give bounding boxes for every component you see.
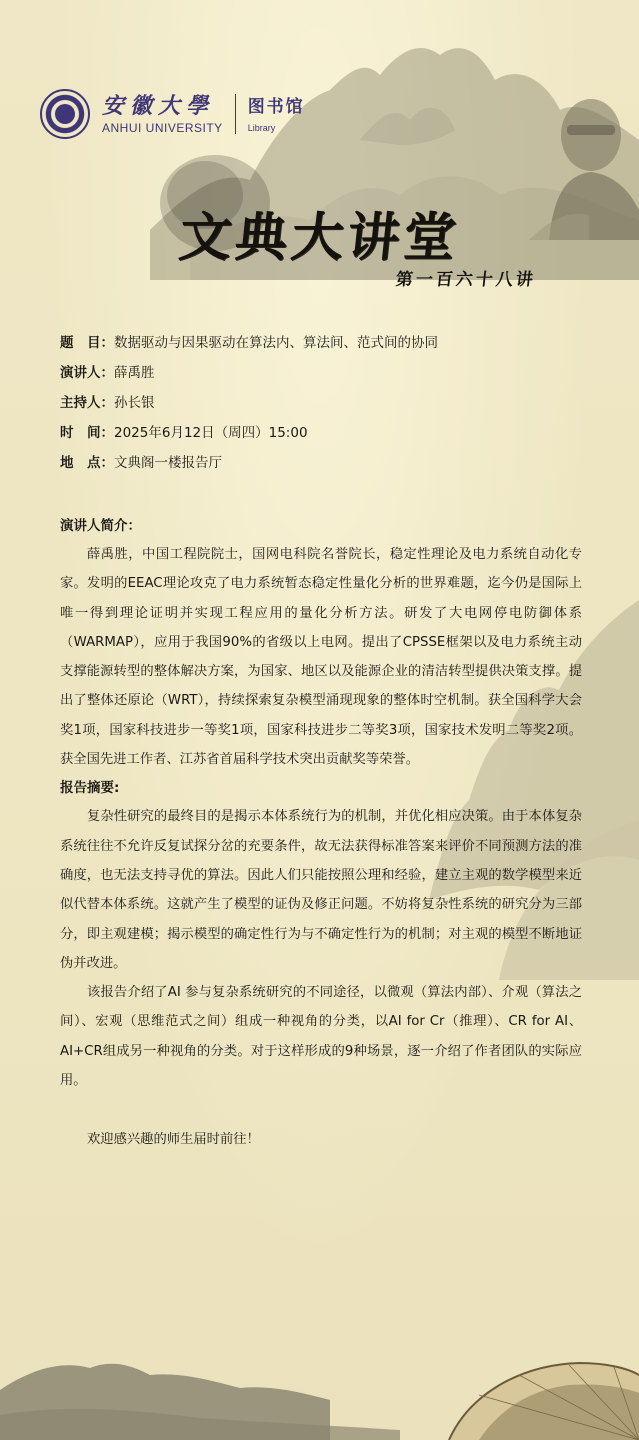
topic-value: 数据驱动与因果驱动在算法内、算法间、范式间的协同	[114, 335, 438, 351]
university-library-logo	[40, 89, 305, 139]
ink-mountains-bottom	[0, 1330, 639, 1440]
host-label: 主持人	[60, 395, 101, 411]
speaker-label: 演讲人	[60, 365, 101, 381]
lecture-number: 第一百六十八讲	[394, 270, 537, 290]
abstract-paragraph-1: 复杂性研究的最终目的是揭示本体系统行为的机制，并优化相应决策。由于本体复杂系统往往不允许反复试探分岔的充要条件，故无法获得标准答案来评价不同预测方法的准确度，也无法支持寻优的算法。因此人们只能按照公理和经验，建立主观的数学模型来近似代替本体系统。这就产生了模型的证伪及修正问题。不妨将复杂性系统的研究分为三部分，即主观建模；揭示模型的确定性行为与不确定性行为的机制；对主观的模型不断地证伪并改进。	[60, 809, 582, 971]
abstract-heading: 报告摘要:	[60, 780, 120, 797]
lecture-details	[60, 512, 582, 1154]
speaker-colon: ：	[100, 365, 114, 381]
place-label: 地 点	[60, 455, 101, 471]
welcome-text: 欢迎感兴趣的师生届时前往！	[87, 1132, 260, 1148]
university-name	[102, 93, 223, 135]
speaker-value: 薛禹胜	[114, 365, 155, 381]
speaker-intro-heading: 演讲人简介：	[60, 518, 141, 534]
time-value: 2025年6月12日（周四）15:00	[114, 425, 308, 441]
bust-statue-icon	[529, 80, 639, 240]
library-name-cn: 图书馆	[247, 96, 305, 117]
speaker-row	[60, 358, 600, 388]
lecture-info	[60, 328, 600, 478]
university-name-en: ANHUI UNIVERSITY	[102, 121, 223, 135]
topic-colon: ：	[100, 335, 114, 351]
time-row	[60, 418, 600, 448]
university-seal-icon	[40, 89, 90, 139]
abstract-paragraph-2: 该报告介绍了AI 参与复杂系统研究的不同途径，以微观（算法内部）、介观（算法之间）、宏观（思维范式之间）组成一种视角的分类，以AI for Cr（推理）、CR for AI、AI+CR组成另一种视角的分类。对于这样形成的9种场景，逐一介绍了作者团队的实际应用。	[60, 985, 582, 1089]
logo-divider	[235, 94, 236, 134]
library-name	[248, 96, 305, 133]
university-name-cn: 安徽大學	[102, 93, 215, 119]
topic-label: 题 目	[60, 335, 101, 351]
place-value: 文典阁一楼报告厅	[114, 455, 222, 471]
topic-row	[60, 328, 600, 358]
folding-fan-icon	[439, 1355, 639, 1440]
speaker-intro-text: 薛禹胜，中国工程院院士，国网电科院名誉院长，稳定性理论及电力系统自动化专家。发明的EEAC理论攻克了电力系统暂态稳定性量化分析的世界难题，迄今仍是国际上唯一得到理论证明并实现工程应用的量化分析方法。研发了大电网停电防御体系（WARMAP），应用于我国90%的省级以上电网。提出了CPSSE框架以及电力系统主动支撑能源转型的整体解决方案，为国家、地区以及能源企业的清洁转型提供决策支撑。提出了整体还原论（WRT），持续探索复杂模型涌现现象的整体时空机制。获全国科学大会奖1项，国家科技进步一等奖1项，国家科技进步二等奖3项，国家技术发明二等奖2项。获全国先进工作者、江苏省首届科学技术突出贡献奖等荣誉。	[60, 547, 582, 768]
place-row	[60, 448, 600, 478]
host-colon: ：	[100, 395, 114, 411]
time-colon: ：	[100, 425, 114, 441]
time-label: 时 间	[60, 425, 101, 441]
seal-center	[55, 104, 75, 124]
lecture-series-title: 文典大讲堂	[176, 207, 463, 268]
place-colon: ：	[100, 455, 114, 471]
library-name-en: Library	[247, 122, 276, 133]
host-row	[60, 388, 600, 418]
host-value: 孙长银	[114, 395, 155, 411]
